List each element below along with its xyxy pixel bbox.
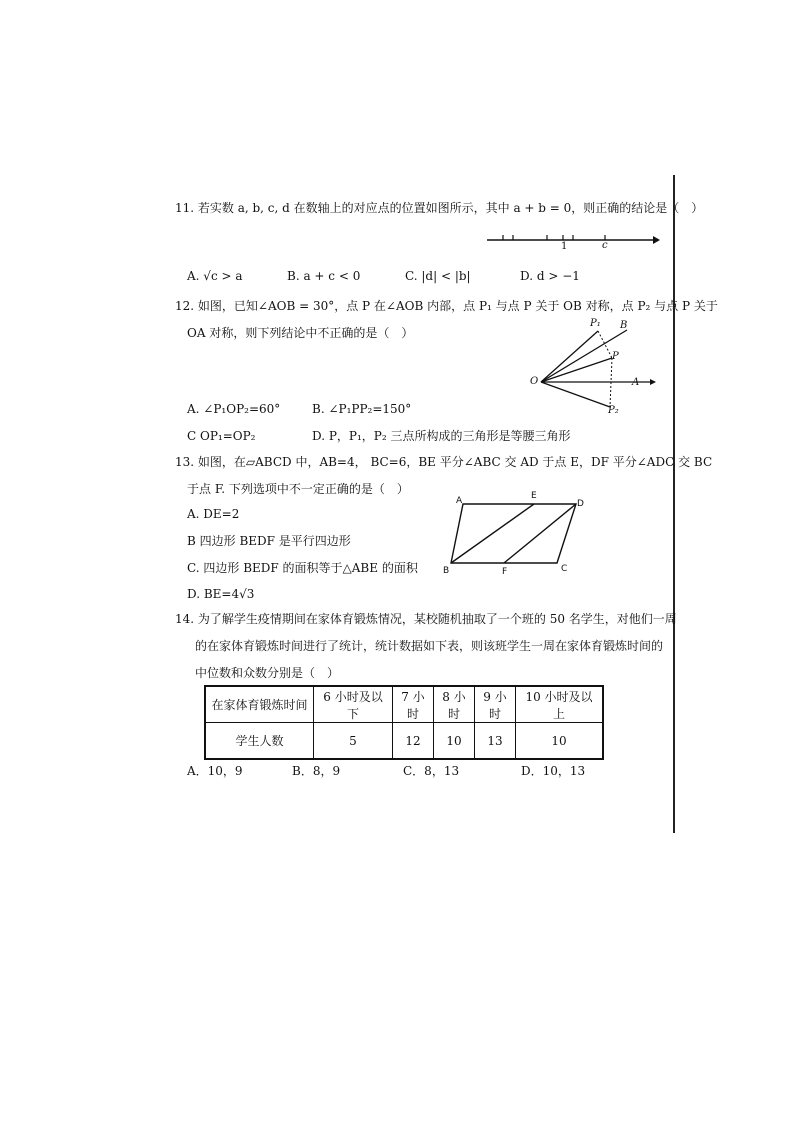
table-cell: 7 小时 <box>393 686 434 723</box>
table-cell: 在家体育锻炼时间 <box>205 686 314 723</box>
table-cell: 9 小时 <box>475 686 516 723</box>
table-cell: 6 小时及以下 <box>314 686 393 723</box>
q14-stem-line3: 中位数和众数分别是（ ） <box>195 666 340 680</box>
label-p: P <box>612 351 619 362</box>
number-line-figure <box>485 230 660 252</box>
tick-label-one: 1 <box>561 241 568 252</box>
table-cell: 13 <box>475 723 516 760</box>
label-pC: C <box>561 564 568 574</box>
q12-option-c: C OP₁=OP₂ <box>187 429 256 443</box>
q12-angle-figure <box>530 318 660 428</box>
q13-option-d: D. BE=4√3 <box>187 587 255 601</box>
table-cell: 10 <box>516 723 604 760</box>
q11-option-c: C. |d| < |b| <box>405 269 471 283</box>
margin-line <box>673 175 675 833</box>
label-pA: A <box>456 496 463 506</box>
q12-option-a: A. ∠P₁OP₂=60° <box>187 402 281 416</box>
label-a: A <box>632 377 640 388</box>
table-cell: 学生人数 <box>205 723 314 760</box>
label-pD: D <box>577 499 584 509</box>
q11-option-a: A. √c > a <box>187 269 243 283</box>
table-cell: 5 <box>314 723 393 760</box>
q14-stem-line2: 的在家体育锻炼时间进行了统计，统计数据如下表，则该班学生一周在家体育锻炼时间的 <box>195 639 664 653</box>
table-cell: 10 <box>434 723 475 760</box>
q13-option-a: A. DE=2 <box>187 507 240 521</box>
q11-option-b: B. a + c < 0 <box>287 269 361 283</box>
q12-option-d: D. P，P₁，P₂ 三点所构成的三角形是等腰三角形 <box>312 429 571 443</box>
table-cell: 10 小时及以上 <box>516 686 604 723</box>
q13-option-c: C. 四边形 BEDF 的面积等于△ABE 的面积 <box>187 561 418 575</box>
table-row <box>205 723 603 760</box>
q14-option-a: A．10，9 <box>187 764 243 778</box>
label-b: B <box>620 320 628 331</box>
exercise-time-table <box>204 685 604 760</box>
q14-option-b: B．8，9 <box>292 764 341 778</box>
table-header-row <box>205 686 603 723</box>
q12-stem-line2: OA 对称，则下列结论中不正确的是（ ） <box>187 326 414 340</box>
parallelogram-figure <box>440 490 590 580</box>
label-pF: F <box>502 567 508 577</box>
label-pE: E <box>531 491 537 501</box>
q13-stem-line2: 于点 F. 下列选项中不一定正确的是（ ） <box>187 482 409 496</box>
q11-stem: 11. 若实数 a, b, c, d 在数轴上的对应点的位置如图所示，其中 a + b = 0，则正确的结论是（ ） <box>175 201 704 215</box>
label-p2: P₂ <box>608 405 619 416</box>
label-o: O <box>530 376 539 387</box>
label-p1: P₁ <box>590 318 601 329</box>
q12-option-b: B. ∠P₁PP₂=150° <box>312 402 412 416</box>
label-pB: B <box>443 566 450 576</box>
table-cell: 12 <box>393 723 434 760</box>
q11-option-d: D. d > −1 <box>520 269 580 283</box>
table-cell: 8 小时 <box>434 686 475 723</box>
q14-stem-line1: 14. 为了解学生疫情期间在家体育锻炼情况，某校随机抽取了一个班的 50 名学生，对他们一周 <box>175 612 677 626</box>
q13-stem-line1: 13. 如图，在▱ABCD 中，AB=4， BC=6，BE 平分∠ABC 交 AD 于点 E，DF 平分∠ADC 交 BC <box>175 455 713 469</box>
q13-option-b: B 四边形 BEDF 是平行四边形 <box>187 534 351 548</box>
q14-option-c: C．8，13 <box>403 764 460 778</box>
tick-label-c: c <box>602 240 608 251</box>
q14-option-d: D．10，13 <box>521 764 586 778</box>
q12-stem-line1: 12. 如图，已知∠AOB = 30°，点 P 在∠AOB 内部，点 P₁ 与点 P 关于 OB 对称，点 P₂ 与点 P 关于 <box>175 299 718 313</box>
